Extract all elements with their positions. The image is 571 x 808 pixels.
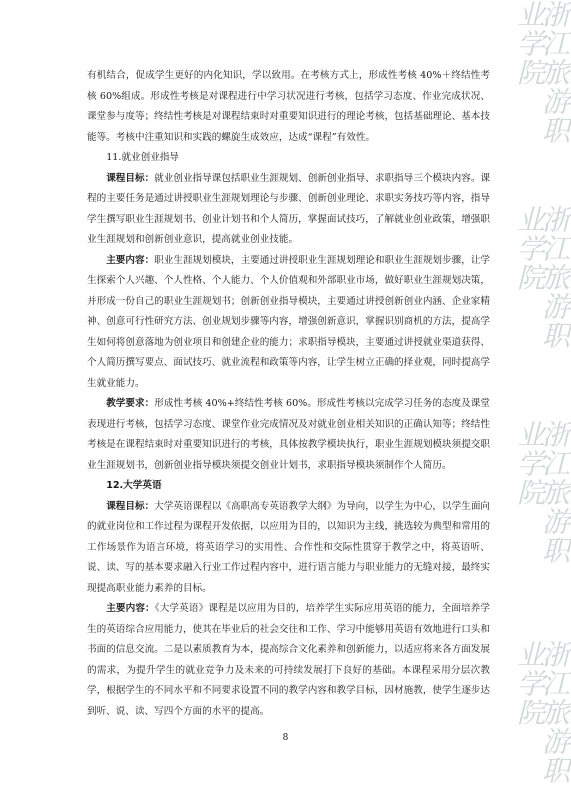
paragraph-text: 职业生涯规划模块，主要通过讲授职业生涯规划理论和职业生涯规划步骤，让学生探索个人兴趣、个人性格、个人能力、个人价值观和外部职业市场，做好职业生涯规划决策，并形成一份自己的职业生涯规划书；创新创业指导模块，主要通过讲授创新创业内涵、企业家精神、创意可行性研究方法、创业规划步骤等内容，增强创新意识，掌握识别商机的方法，提高学生如何将创意落地为创业项目和创建企业的能力；求职指导模块，主要通过讲授就业渠道获得、个人简历撰写要点、面试技巧、就业流程和政策等内容，让学生树立正确的择业观，同时提高学生就业能力。 xyxy=(87,254,491,389)
paragraph-text: 大学英语课程以《高职高专英语教学大纲》为导向，以学生为中心，以学生面向的就业岗位和工作过程为课程开发依据，以应用为目的，以知识为主线，挑选较为典型和常用的工作场景作为语言环境，将英语学习的实用性、合作性和交际性贯穿于教学之中，将英语听、说、读、写的基本要求融入行业工作过程内容中，进行语言能力与职业能力的无缝对接，最终实现提高职业能力素养的目标。 xyxy=(87,500,491,594)
section-heading-college-english: 12.大学英语 xyxy=(106,480,162,491)
section-heading-career-guidance: 11.就业创业指导 xyxy=(106,152,180,163)
paragraph-career-content xyxy=(87,251,490,395)
watermark: 浙江旅游职业学院 xyxy=(513,640,571,785)
paragraph-label: 主要内容： xyxy=(106,603,155,614)
paragraph-label: 课程目标： xyxy=(106,172,155,184)
paragraph-english-content xyxy=(87,599,490,722)
watermark: 浙江旅游职业学院 xyxy=(513,0,571,145)
paragraph-career-goals xyxy=(87,169,490,251)
paragraph-text: 就业创业指导课包括职业生涯规划、创新创业指导、求职指导三个模块内容。课程的主要任务是通过讲授职业生涯规划理论与步骤、创新创业理论、求职实务技巧等内容，指导学生撰写职业生涯规划书、创业计划书和个人简历，掌握面试技巧，了解就业创业政策，增强职业生涯规划和创新创业意识，提高就业创业技能。 xyxy=(87,172,491,245)
document-body xyxy=(87,66,490,722)
page-number: 8 xyxy=(282,733,289,743)
paragraph-text: 形成性考核 40%+终结性考核 60%。形成性考核以完成学习任务的态度及课堂表现进行考核，包括学习态度、课堂作业完成情况及对就业创业相关知识的正确认知等；终结性考核是在课程结束时对重要知识进行的考核，具体按教学模块执行，职业生涯规划模块须提交职业生涯规划书，创新创业指导模块须提交创业计划书，求职指导模块须制作个人简历。 xyxy=(87,398,491,471)
paragraph-label: 教学要求： xyxy=(106,398,155,409)
paragraph-label: 课程目标： xyxy=(106,500,155,512)
paragraph-label: 主要内容： xyxy=(106,254,155,266)
paragraph-text: 《大学英语》课程是以应用为目的，培养学生实际应用英语的能力，全面培养学生的英语综合应用能力，使其在毕业后的社会交往和工作、学习中能够用英语有效地进行口头和书面的信息交流。二是以素质教育为本，提高综合文化素养和创新能力，以适应将来各方面发展的需求，为提升学生的就业竞争力及未来的可持续发展打下良好的基础。本课程采用分层次教学，根据学生的不同水平和不同要求设置不同的教学内容和教学目标，因材施教，使学生逐步达到听、说、读、写四个方面的水平的提高。 xyxy=(87,603,490,717)
paragraph-career-requirements xyxy=(87,394,490,476)
watermark: 浙江旅游职业学院 xyxy=(513,420,571,565)
paragraph-english-goals xyxy=(87,497,490,600)
watermark: 浙江旅游职业学院 xyxy=(513,205,571,350)
paragraph-continuation: 有机结合，促成学生更好的内化知识，学以致用。在考核方式上，形成性考核 40%＋终结性考核 60%组成。形成性考核是对课程进行中学习状况进行考核，包括学习态度、作业完成状况、课堂参与度等；终结性考核是对课程结束时对重要知识进行的理论考核，包括基础理论、基本技能等。考核中注重知识和实践的螺旋生成效应，达成“课程”有效性。 xyxy=(87,70,490,143)
